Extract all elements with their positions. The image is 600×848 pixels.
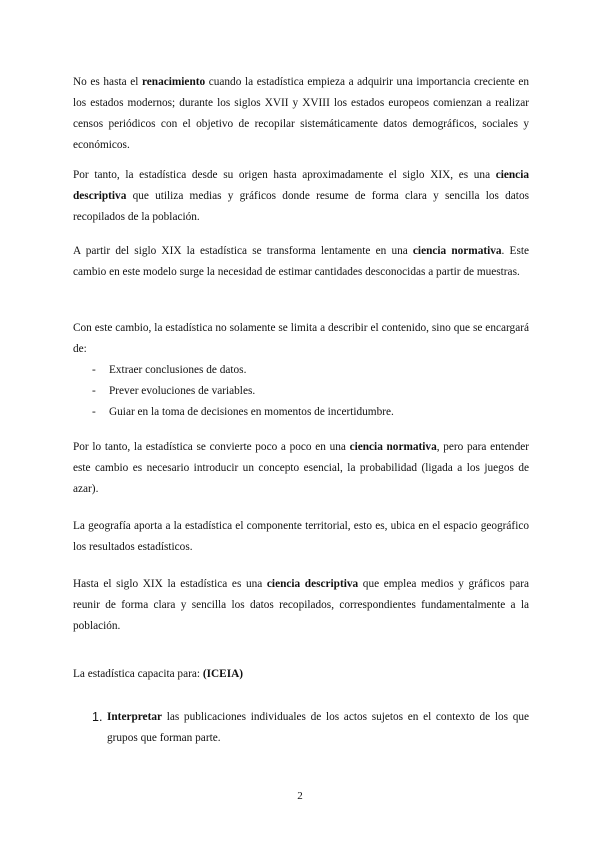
- bullet-text: Prever evoluciones de variables.: [109, 385, 256, 397]
- item-number: 1.: [92, 710, 103, 724]
- bullet-item: [73, 381, 529, 402]
- paragraph-text: A partir del siglo XIX la estadística se transforma lentamente en una: [73, 245, 413, 257]
- paragraph-bold-term: ciencia normativa: [412, 245, 502, 257]
- bullet-text: Guiar en la toma de decisiones en momentos de incertidumbre.: [109, 406, 394, 418]
- paragraph-hasta-siglo-xix: [73, 574, 529, 637]
- paragraph-renacimiento: [73, 72, 529, 156]
- paragraph-text: cuando la estadística empieza a adquirir una importancia creciente en los estados modernos; durante los siglos XVII y XVIII los estados europeos comienzan a realizar censos periódicos con el objetivo de recopilar sistemáticamente datos demográficos, sociales y económicos.: [73, 76, 529, 151]
- paragraph-text: Por tanto, la estadística desde su origen hasta aproximadamente el siglo XIX, es una: [73, 169, 496, 181]
- paragraph-text: que utiliza medias y gráficos donde resume de forma clara y sencilla los datos recopilados de la población.: [73, 190, 529, 223]
- paragraph-ciencia-descriptiva: [73, 165, 529, 228]
- paragraph-text: que emplea medios y gráficos para reunir de forma clara y sencilla los datos recopilados, correspondientes fundamentalmente a la población.: [73, 578, 529, 632]
- paragraph-bold-term: ciencia descriptiva: [266, 578, 359, 590]
- paragraph-bold-term: ciencia descriptiva: [73, 169, 529, 202]
- bullet-item: [73, 360, 529, 381]
- bullet-text: Extraer conclusiones de datos.: [109, 364, 247, 376]
- bullet-item: [73, 402, 529, 423]
- bullet-dash: -: [92, 364, 96, 376]
- item-text: [107, 707, 529, 749]
- paragraph-bold-term: (ICEIA): [202, 668, 244, 680]
- paragraph-probabilidad: [73, 437, 529, 500]
- paragraph-capacita-para: [73, 664, 529, 685]
- paragraph-text: Con este cambio, la estadística no solamente se limita a describir el contenido, sino que se encargará de:: [73, 322, 529, 355]
- paragraph-bold-term: ciencia normativa: [349, 441, 437, 453]
- bullet-dash: -: [92, 385, 96, 397]
- paragraph-text: . Este cambio en este modelo surge la necesidad de estimar cantidades desconocidas a partir de muestras.: [73, 245, 529, 278]
- item-bold-term: Interpretar: [107, 711, 163, 723]
- bullet-dash: -: [92, 406, 96, 418]
- paragraph-con-este-cambio: [73, 318, 529, 360]
- paragraph-text: La estadística capacita para:: [73, 668, 203, 680]
- paragraph-ciencia-normativa: [73, 241, 529, 283]
- paragraph-bold-term: renacimiento: [141, 76, 206, 88]
- paragraph-text: Por lo tanto, la estadística se convierte poco a poco en una: [73, 441, 350, 453]
- paragraph-text: La geografía aporta a la estadística el componente territorial, esto es, ubica en el espacio geográfico los resultados estadísticos.: [73, 520, 529, 553]
- numbered-item-interpretar: [92, 707, 529, 749]
- page-number: 2: [297, 790, 303, 802]
- bullet-list: [73, 360, 529, 423]
- paragraph-geografia: [73, 516, 529, 558]
- item-body: las publicaciones individuales de los actos sujetos en el contexto de los que grupos que forman parte.: [107, 711, 529, 744]
- paragraph-text: , pero para entender este cambio es necesario introducir un concepto esencial, la probabilidad (ligada a los juegos de azar).: [73, 441, 529, 495]
- paragraph-text: Hasta el siglo XIX la estadística es una: [73, 578, 267, 590]
- paragraph-text: No es hasta el: [73, 76, 142, 88]
